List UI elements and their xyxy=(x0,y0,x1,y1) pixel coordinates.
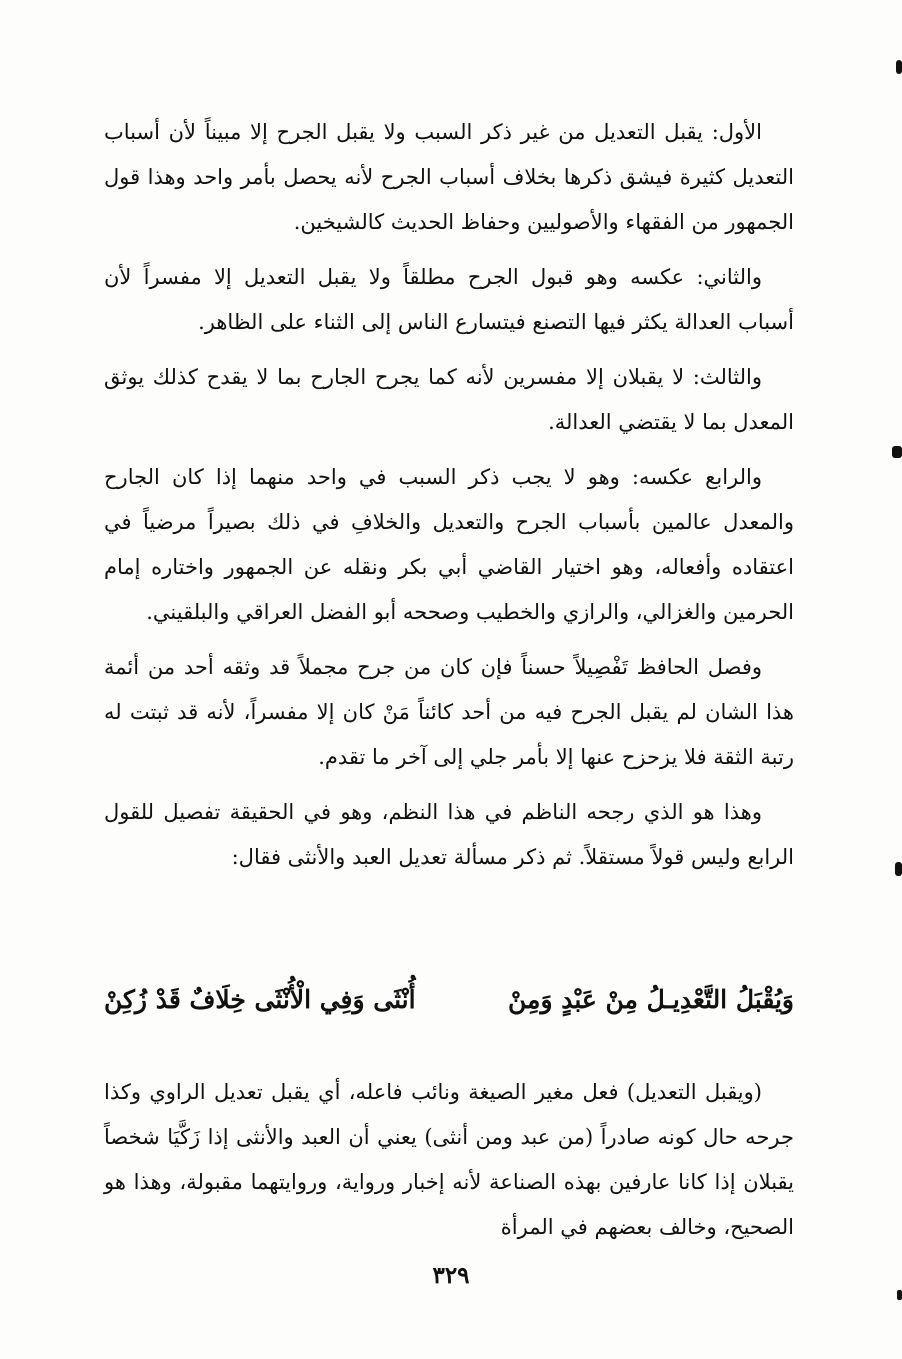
paragraph-hafiz-detail: وفصل الحافظ تَفْصِيلاً حسناً فإن كان من جرح مجملاً قد وثقه أحد من أئمة هذا الشان لم يقبل الجرح فيه من أحد كائناً مَنْ كان إلا مفسراً، لأنه قد ثبتت له رتبة الثقة فلا يزحزح عنها إلا بأمر جلي إلى آخر ما تقدم. xyxy=(104,655,794,769)
paragraph-third-opinion: والثالث: لا يقبلان إلا مفسرين لأنه كما يجرح الجارح بما لا يقدح كذلك يوثق المعدل بما لا يقتضي العدالة. xyxy=(104,365,794,434)
commentary-top xyxy=(104,110,794,880)
scan-edge-mark xyxy=(897,1290,902,1300)
commentary-bottom xyxy=(104,1070,794,1250)
verse-second-hemistich: أُنْثَى وَفِي الْأُنْثَى خِلَافٌ قَدْ زُكِنْ xyxy=(104,985,416,1014)
scan-edge-mark xyxy=(895,862,902,876)
paragraph-second-opinion: والثاني: عكسه وهو قبول الجرح مطلقاً ولا يقبل التعديل إلا مفسراً لأن أسباب العدالة يكثر فيها التصنع فيتسارع الناس إلى الثناء على الظاهر. xyxy=(104,265,794,334)
poem-verse xyxy=(104,980,794,1020)
paragraph-first-opinion: الأول: يقبل التعديل من غير ذكر السبب ولا يقبل الجرح إلا مبيناً لأن أسباب التعديل كثيرة فيشق ذكرها بخلاف أسباب الجرح لأنه يحصل بأمر واحد وهذا قول الجمهور من الفقهاء والأصوليين وحفاظ الحديث كالشيخين. xyxy=(104,120,794,234)
scan-edge-mark xyxy=(896,60,902,74)
verse-first-hemistich: وَيُقْبَلُ التَّعْدِيـلُ مِنْ عَبْدٍ وَمِنْ xyxy=(508,985,794,1014)
page-number: ٣٢٩ xyxy=(432,1262,470,1289)
paragraph-verse-explanation: (ويقبل التعديل) فعل مغير الصيغة ونائب فاعله، أي يقبل تعديل الراوي وكذا جرحه حال كونه صادراً (من عبد ومن أنثى) يعني أن العبد والأنثى إذا زَكَّيَا شخصاً يقبلان إذا كانا عارفين بهذه الصناعة لأنه إخبار ورواية، وروايتهما مقبولة، وهذا هو الصحيح، وخالف بعضهم في المرأة xyxy=(104,1080,794,1239)
paragraph-nazim-preference: وهذا هو الذي رجحه الناظم في هذا النظم، وهو في الحقيقة تفصيل للقول الرابع وليس قولاً مستقلاً. ثم ذكر مسألة تعديل العبد والأنثى فقال: xyxy=(104,800,794,869)
scan-edge-mark xyxy=(892,446,902,458)
paragraph-fourth-opinion: والرابع عكسه: وهو لا يجب ذكر السبب في واحد منهما إذا كان الجارح والمعدل عالمين بأسباب الجرح والتعديل والخلافِ في ذلك بصيراً مرضياً في اعتقاده وأفعاله، وهو اختيار القاضي أبي بكر ونقله عن الجمهور واختاره إمام الحرمين والغزالي، والرازي والخطيب وصححه أبو الفضل العراقي والبلقيني. xyxy=(104,465,794,624)
